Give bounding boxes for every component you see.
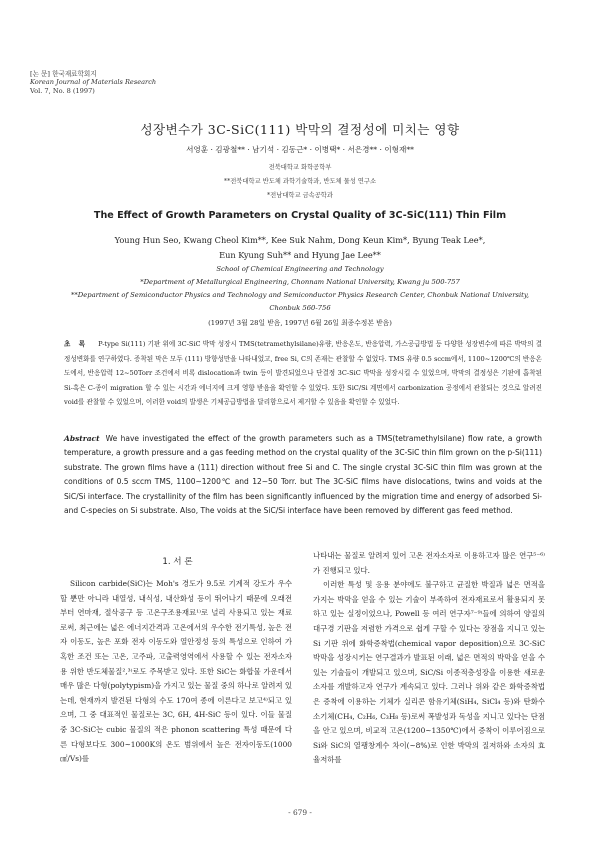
affiliation-korean-3: *전남대학교 금속공학과 (267, 192, 333, 199)
journal-volume: Vol. 7, No. 8 (1997) (30, 86, 95, 95)
abstract-english-label: Abstract (64, 434, 100, 443)
authors-english-line-1: Young Hun Seo, Kwang Cheol Kim**, Kee Suk Nahm, Dong Keun Kim*, Byung Teak Lee*, (114, 235, 486, 245)
paper-title-english: The Effect of Growth Parameters on Crystal Quality of 3C-SiC(111) Thin Film (93, 210, 507, 221)
body-column-left (60, 577, 292, 767)
paragraph: 이러한 특성 및 응용 분야에도 불구하고 균질한 박질과 넓은 면적을 가지는 박막을 얻을 수 있는 기술이 부족하여 전자재료로서 활용되지 못하고 있는 실정이었으나, Powell 등 여러 연구자⁷⁻⁹⁾들에 의하여 양질의 대구경 기판을 저렴한 가격으로 쉽게 구할 수 있다는 장점을 지니고 있는 Si 기판 위에 화학증착법(chemical vapor deposition)으로 3C-SiC 박막을 성장시키는 연구결과가 발표된 이래, 넓은 면적의 박막을 얻을 수 있는 기술들이 개발되고 있으며, SiC/Si 이종적층성장을 이용한 새로운 소자를 개발하고자 연구가 계속되고 있다. 그러나 위와 같은 화학증착법은 증착에 이용하는 기체가 실리콘 함유기체(SiH₄, SiCl₄ 등)와 탄화수소기체(CH₄, C₂H₆, C₃H₈ 등)로써 폭발성과 독성을 지니고 있다는 단점을 안고 있으며, 비교적 고온(1200~1350℃)에서 증착이 이루어짐으로 Si와 SiC의 열팽창계수 차이(~8%)로 인한 박막의 질저하와 소자의 효율저하를 (313, 580, 545, 765)
abstract-english-text: We have investigated the effect of the growth parameters such as a TMS(tetramethylsilane) flow rate, a growth temperature, a growth pressure and a gas feeding method on the crystal quality of the 3C-SiC thin film grown on the p-Si(111) substrate. The grown films have a (111) direction without free Si and C. The single crystal 3C-SiC thin film was grown at the conditions of 0.5 sccm TMS, 1100~1200℃ and 12~50 Torr. but The 3C-SiC films have dislocations, twins and voids at the SiC/Si interface. The crystallinity of the film has been significantly influenced by the migration time and energy of adsorbed Si- and C-species on Si substrate. Also, The voids at the SiC/Si interface have been removed by different gas feed method. (64, 434, 542, 516)
affiliation-korean-1: 전북대학교 화학공학부 (268, 164, 332, 171)
paragraph: 나타내는 물질로 알려져 있어 고온 전자소자로 이용하고자 많은 연구⁵⁻⁶⁾가 진행되고 있다. (313, 551, 545, 575)
affiliation-english-1: School of Chemical Engineering and Technology (216, 265, 384, 273)
page-number: - 679 - (288, 808, 312, 817)
paper-title-korean: 성장변수가 3C-SiC(111) 박막의 결정성에 미치는 영향 (140, 122, 460, 137)
affiliation-english-4: Chonbuk 560-756 (269, 304, 331, 312)
section-heading-introduction: 1. 서 론 (162, 557, 193, 567)
journal-name-en: Korean Journal of Materials Research (30, 78, 157, 87)
paragraph: Silicon carbide(SiC)는 Moh's 경도가 9.5로 기계적 강도가 우수할 뿐만 아니라 내열성, 내식성, 내산화성 등이 뛰어나기 때문에 오래전부터 연마재, 절삭공구 등 고온구조용재료¹⁾로 널리 사용되고 있는 재료로써, 최근에는 넓은 에너지간격과 고온에서의 우수한 전기특성, 높은 전자 이동도, 높은 포화 전자 이동도와 열안정성 등의 특성으로 인하여 가혹한 조건 또는 고온, 고주파, 고출력영역에서 사용할 수 있는 전자소자용 위한 반도체물질²,³⁾로도 주목받고 있다. 또한 SiC는 화합물 가운데서 매우 많은 다형(polytypism)을 가지고 있는 물질 중의 하나로 알려져 있는데, 현재까지 발견된 다형의 수도 170여 종에 이른다고 보고⁴⁾되고 있으며, 그 중 대표적인 물질로는 3C, 6H, 4H-SiC 등이 있다. 이들 물질 중 3C-SiC는 cubic 물질의 적은 phonon scattering 특성 때문에 다른 다형보다도 300~1000K의 온도 범위에서 높은 전자이동도(1000㎠/Vs)를 (60, 579, 292, 764)
authors-korean: 서영훈 · 김광철** · 남기석 · 김동근* · 이병택* · 서은경** · 이형재** (186, 145, 414, 154)
abstract-korean (64, 337, 542, 410)
affiliation-korean-2: **전북대학교 반도체 과학기술학과, 반도체 물성 연구소 (223, 178, 377, 185)
abstract-korean-label: 초 록 (64, 340, 89, 348)
abstract-english (64, 432, 542, 518)
abstract-korean-text: P-type Si(111) 기판 위에 3C-SiC 박막 성장시 TMS(tetramethylsilane)유량, 반응온도, 반응압력, 가스공급방법 등 다양한 성장변수에 따른 박막의 결정성변화를 연구하였다. 증착된 막은 모두 (111) 방향성만을 나타내었고, free Si, C의 존재는 관찰할 수 없었다. TMS 유량 0.5 sccm에서, 1100~1200℃의 반응온도에서, 반응압력 12~50Torr 조건에서 비록 dislocation과 twin 등이 발견되었으나 단결정 3C-SiC 박막을 성장시킬 수 있었으며, 박막의 결정성은 기판에 흡착된 Si-혹은 C-종이 migration 할 수 있는 시간과 에너지에 크게 영향 받음을 확인할 수 있었다. 또한 SiC/Si 계면에서 carbonization 공정에서 관찰되는 것으로 알려진 void를 관찰할 수 있었으며, 이러한 void의 발생은 기체공급방법을 달리함으로서 제거할 수 있음을 확인할 수 있었다. (64, 340, 542, 407)
affiliation-english-3: **Department of Semiconductor Physics and Technology and Semiconductor Physics Research Center, Chonbuk National University, (70, 291, 529, 299)
article-category: [논 문] 한국재료학회지 (30, 70, 97, 78)
affiliation-english-2: *Department of Metallurgical Engineering, Chonnam National University, Kwang ju 500-757 (140, 278, 460, 286)
authors-english-line-2: Eun Kyung Suh** and Hyung Jae Lee** (219, 250, 381, 260)
received-dates: (1997년 3월 28일 받음, 1997년 6월 26일 최종수정본 받음) (208, 319, 392, 327)
body-column-right (313, 549, 545, 768)
journal-header (30, 70, 156, 95)
